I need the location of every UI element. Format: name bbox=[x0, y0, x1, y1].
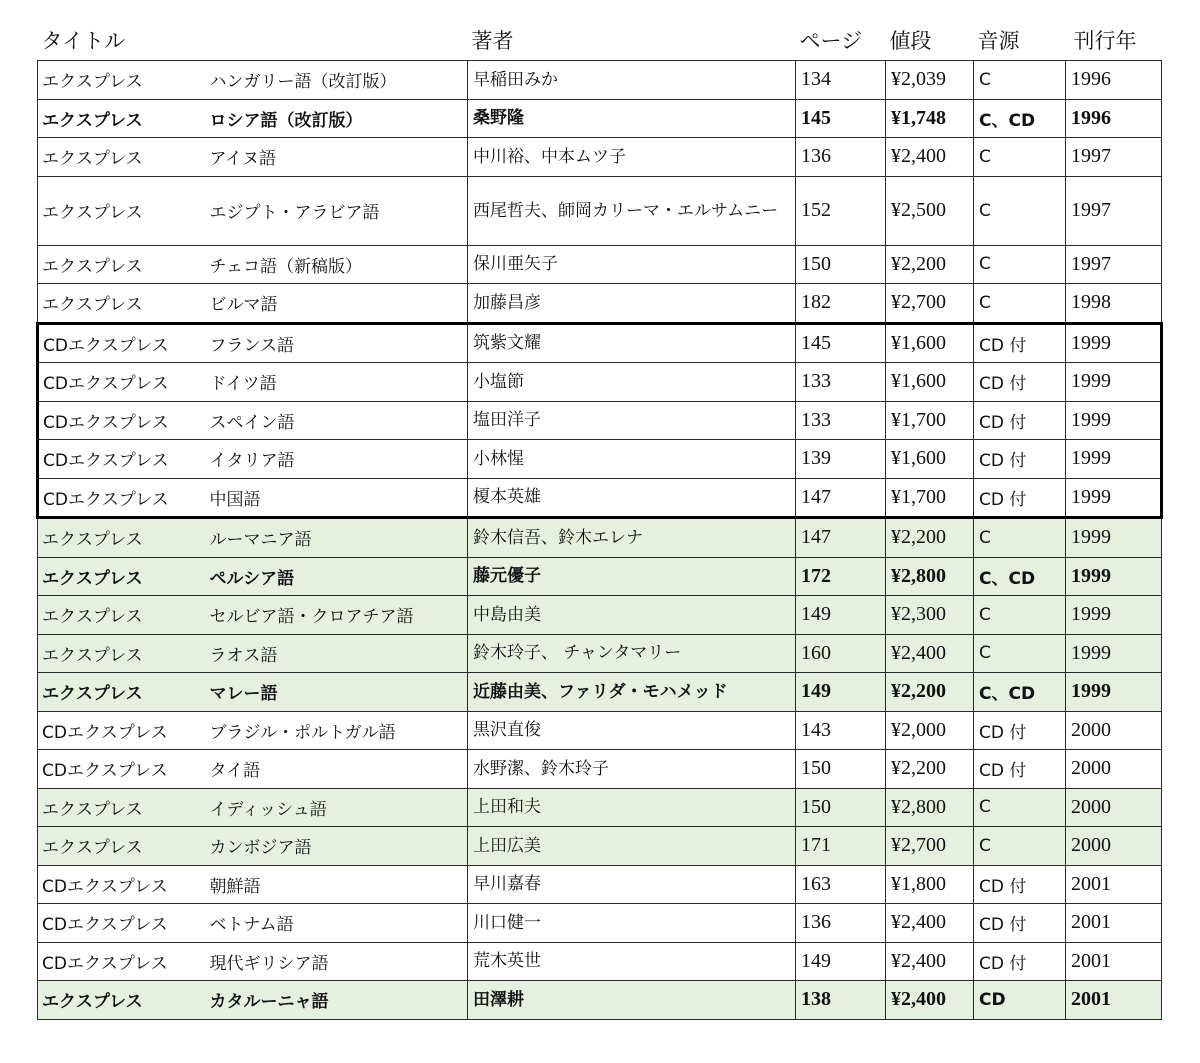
cell-pages: 145 bbox=[796, 323, 886, 363]
cell-language: チェコ語（新稿版） bbox=[206, 245, 468, 284]
cell-year: 1997 bbox=[1066, 138, 1162, 177]
cell-audio: C bbox=[974, 284, 1066, 324]
header-year: 刊行年 bbox=[1073, 29, 1137, 53]
cell-pages: 182 bbox=[796, 284, 886, 324]
cell-pages: 147 bbox=[796, 478, 886, 518]
cell-price: ¥1,700 bbox=[886, 478, 974, 518]
cell-language: ビルマ語 bbox=[206, 284, 468, 324]
table-row bbox=[38, 673, 1162, 712]
header-pages: ページ bbox=[799, 29, 863, 53]
table-row bbox=[38, 711, 1162, 750]
cell-author: 上田和夫 bbox=[468, 788, 796, 827]
cell-pages: 149 bbox=[796, 596, 886, 635]
cell-series: CDエクスプレス bbox=[38, 401, 206, 440]
cell-pages: 149 bbox=[796, 673, 886, 712]
table-row bbox=[38, 478, 1162, 518]
table-row bbox=[38, 176, 1162, 245]
cell-price: ¥2,039 bbox=[886, 61, 974, 100]
cell-audio: CD 付 bbox=[974, 711, 1066, 750]
cell-series: CDエクスプレス bbox=[38, 711, 206, 750]
cell-language: ブラジル・ポルトガル語 bbox=[206, 711, 468, 750]
cell-year: 1999 bbox=[1066, 634, 1162, 673]
cell-pages: 138 bbox=[796, 981, 886, 1020]
book-list bbox=[36, 20, 1160, 1020]
cell-year: 1999 bbox=[1066, 673, 1162, 712]
cell-price: ¥2,400 bbox=[886, 942, 974, 981]
cell-pages: 136 bbox=[796, 138, 886, 177]
cell-audio: C、CD bbox=[974, 99, 1066, 138]
cell-author: 水野潔、鈴木玲子 bbox=[468, 750, 796, 789]
table-row bbox=[38, 245, 1162, 284]
cell-audio: C bbox=[974, 518, 1066, 558]
cell-pages: 133 bbox=[796, 363, 886, 402]
cell-price: ¥2,700 bbox=[886, 284, 974, 324]
cell-year: 2001 bbox=[1066, 865, 1162, 904]
cell-language: ベトナム語 bbox=[206, 904, 468, 943]
table-row bbox=[38, 61, 1162, 100]
cell-language: イディッシュ語 bbox=[206, 788, 468, 827]
cell-pages: 136 bbox=[796, 904, 886, 943]
table-row bbox=[38, 518, 1162, 558]
cell-audio: C bbox=[974, 788, 1066, 827]
cell-author: 藤元優子 bbox=[468, 557, 796, 596]
cell-price: ¥2,800 bbox=[886, 788, 974, 827]
cell-author: 近藤由美、ファリダ・モハメッド bbox=[468, 673, 796, 712]
cell-audio: C bbox=[974, 245, 1066, 284]
cell-author: 上田広美 bbox=[468, 827, 796, 866]
cell-series: エクスプレス bbox=[38, 673, 206, 712]
cell-pages: 149 bbox=[796, 942, 886, 981]
cell-author: 加藤昌彦 bbox=[468, 284, 796, 324]
cell-price: ¥2,300 bbox=[886, 596, 974, 635]
cell-year: 1999 bbox=[1066, 401, 1162, 440]
cell-author: 川口健一 bbox=[468, 904, 796, 943]
cell-pages: 145 bbox=[796, 99, 886, 138]
cell-author: 鈴木玲子、 チャンタマリー bbox=[468, 634, 796, 673]
cell-audio: CD 付 bbox=[974, 904, 1066, 943]
cell-price: ¥2,800 bbox=[886, 557, 974, 596]
cell-year: 2001 bbox=[1066, 981, 1162, 1020]
cell-audio: CD 付 bbox=[974, 440, 1066, 479]
cell-series: エクスプレス bbox=[38, 99, 206, 138]
table-row bbox=[38, 827, 1162, 866]
book-table bbox=[36, 20, 1163, 1020]
cell-pages: 150 bbox=[796, 788, 886, 827]
cell-price: ¥1,600 bbox=[886, 323, 974, 363]
header-author: 著者 bbox=[471, 29, 514, 53]
cell-pages: 150 bbox=[796, 245, 886, 284]
cell-pages: 143 bbox=[796, 711, 886, 750]
cell-series: エクスプレス bbox=[38, 557, 206, 596]
table-body bbox=[38, 61, 1162, 1020]
cell-language: スペイン語 bbox=[206, 401, 468, 440]
table-row bbox=[38, 981, 1162, 1020]
cell-series: CDエクスプレス bbox=[38, 478, 206, 518]
cell-author: 鈴木信吾、鈴木エレナ bbox=[468, 518, 796, 558]
cell-author: 田澤耕 bbox=[468, 981, 796, 1020]
cell-year: 1999 bbox=[1066, 440, 1162, 479]
header-price: 値段 bbox=[889, 29, 932, 53]
cell-series: CDエクスプレス bbox=[38, 440, 206, 479]
cell-language: ルーマニア語 bbox=[206, 518, 468, 558]
cell-year: 1998 bbox=[1066, 284, 1162, 324]
cell-language: カンボジア語 bbox=[206, 827, 468, 866]
cell-pages: 152 bbox=[796, 176, 886, 245]
cell-series: エクスプレス bbox=[38, 284, 206, 324]
cell-language: タイ語 bbox=[206, 750, 468, 789]
cell-author: 黒沢直俊 bbox=[468, 711, 796, 750]
cell-audio: C bbox=[974, 176, 1066, 245]
cell-year: 1999 bbox=[1066, 596, 1162, 635]
cell-pages: 147 bbox=[796, 518, 886, 558]
cell-year: 2001 bbox=[1066, 904, 1162, 943]
cell-author: 中川裕、中本ムツ子 bbox=[468, 138, 796, 177]
cell-language: 現代ギリシア語 bbox=[206, 942, 468, 981]
cell-language: ペルシア語 bbox=[206, 557, 468, 596]
cell-year: 1999 bbox=[1066, 518, 1162, 558]
cell-audio: CD 付 bbox=[974, 323, 1066, 363]
cell-year: 1996 bbox=[1066, 61, 1162, 100]
cell-author: 塩田洋子 bbox=[468, 401, 796, 440]
cell-author: 小塩節 bbox=[468, 363, 796, 402]
cell-price: ¥1,600 bbox=[886, 363, 974, 402]
cell-price: ¥2,000 bbox=[886, 711, 974, 750]
cell-audio: C bbox=[974, 61, 1066, 100]
cell-pages: 133 bbox=[796, 401, 886, 440]
table-row bbox=[38, 750, 1162, 789]
cell-year: 1996 bbox=[1066, 99, 1162, 138]
cell-series: エクスプレス bbox=[38, 788, 206, 827]
cell-price: ¥2,200 bbox=[886, 518, 974, 558]
cell-language: ラオス語 bbox=[206, 634, 468, 673]
cell-price: ¥1,600 bbox=[886, 440, 974, 479]
cell-audio: C、CD bbox=[974, 673, 1066, 712]
table-row bbox=[38, 138, 1162, 177]
table-row bbox=[38, 284, 1162, 324]
cell-language: ドイツ語 bbox=[206, 363, 468, 402]
cell-price: ¥2,200 bbox=[886, 245, 974, 284]
cell-price: ¥1,700 bbox=[886, 401, 974, 440]
cell-year: 1999 bbox=[1066, 323, 1162, 363]
table-row bbox=[38, 363, 1162, 402]
cell-price: ¥2,700 bbox=[886, 827, 974, 866]
cell-audio: C bbox=[974, 827, 1066, 866]
cell-year: 2000 bbox=[1066, 750, 1162, 789]
cell-language: フランス語 bbox=[206, 323, 468, 363]
cell-year: 2000 bbox=[1066, 827, 1162, 866]
cell-audio: C bbox=[974, 634, 1066, 673]
cell-language: エジプト・アラビア語 bbox=[206, 176, 468, 245]
cell-series: CDエクスプレス bbox=[38, 363, 206, 402]
cell-series: エクスプレス bbox=[38, 634, 206, 673]
cell-price: ¥1,748 bbox=[886, 99, 974, 138]
cell-series: エクスプレス bbox=[38, 518, 206, 558]
table-row bbox=[38, 323, 1162, 363]
table-row bbox=[38, 99, 1162, 138]
cell-series: CDエクスプレス bbox=[38, 323, 206, 363]
cell-audio: C bbox=[974, 138, 1066, 177]
header-audio: 音源 bbox=[977, 29, 1020, 53]
cell-pages: 172 bbox=[796, 557, 886, 596]
cell-audio: C、CD bbox=[974, 557, 1066, 596]
cell-series: CDエクスプレス bbox=[38, 942, 206, 981]
cell-pages: 171 bbox=[796, 827, 886, 866]
cell-language: アイヌ語 bbox=[206, 138, 468, 177]
cell-language: 中国語 bbox=[206, 478, 468, 518]
cell-author: 筑紫文耀 bbox=[468, 323, 796, 363]
cell-language: セルビア語・クロアチア語 bbox=[206, 596, 468, 635]
cell-pages: 163 bbox=[796, 865, 886, 904]
cell-year: 2000 bbox=[1066, 788, 1162, 827]
cell-pages: 150 bbox=[796, 750, 886, 789]
cell-language: 朝鮮語 bbox=[206, 865, 468, 904]
table-row bbox=[38, 557, 1162, 596]
cell-author: 榎本英雄 bbox=[468, 478, 796, 518]
cell-year: 2000 bbox=[1066, 711, 1162, 750]
cell-author: 桑野隆 bbox=[468, 99, 796, 138]
cell-language: マレー語 bbox=[206, 673, 468, 712]
cell-price: ¥2,400 bbox=[886, 138, 974, 177]
cell-price: ¥2,500 bbox=[886, 176, 974, 245]
cell-series: エクスプレス bbox=[38, 61, 206, 100]
cell-series: エクスプレス bbox=[38, 138, 206, 177]
cell-language: イタリア語 bbox=[206, 440, 468, 479]
cell-price: ¥1,800 bbox=[886, 865, 974, 904]
cell-series: エクスプレス bbox=[38, 245, 206, 284]
cell-series: エクスプレス bbox=[38, 596, 206, 635]
cell-series: CDエクスプレス bbox=[38, 904, 206, 943]
cell-author: 中島由美 bbox=[468, 596, 796, 635]
cell-year: 1997 bbox=[1066, 176, 1162, 245]
cell-year: 1999 bbox=[1066, 363, 1162, 402]
cell-audio: CD 付 bbox=[974, 942, 1066, 981]
table-row bbox=[38, 942, 1162, 981]
cell-author: 早川嘉春 bbox=[468, 865, 796, 904]
cell-price: ¥2,400 bbox=[886, 634, 974, 673]
table-header bbox=[38, 20, 1162, 61]
cell-author: 西尾哲夫、師岡カリーマ・エルサムニー bbox=[468, 176, 796, 245]
cell-year: 1999 bbox=[1066, 557, 1162, 596]
cell-year: 1999 bbox=[1066, 478, 1162, 518]
table-row bbox=[38, 904, 1162, 943]
cell-price: ¥2,400 bbox=[886, 904, 974, 943]
cell-language: ハンガリー語（改訂版） bbox=[206, 61, 468, 100]
cell-author: 早稲田みか bbox=[468, 61, 796, 100]
cell-audio: CD 付 bbox=[974, 865, 1066, 904]
cell-audio: CD 付 bbox=[974, 750, 1066, 789]
table-row bbox=[38, 865, 1162, 904]
cell-series: エクスプレス bbox=[38, 827, 206, 866]
cell-series: CDエクスプレス bbox=[38, 750, 206, 789]
cell-series: CDエクスプレス bbox=[38, 865, 206, 904]
cell-pages: 134 bbox=[796, 61, 886, 100]
cell-price: ¥2,200 bbox=[886, 750, 974, 789]
cell-price: ¥2,400 bbox=[886, 981, 974, 1020]
header-title: タイトル bbox=[41, 29, 126, 53]
cell-language: カタルーニャ語 bbox=[206, 981, 468, 1020]
cell-author: 小林惺 bbox=[468, 440, 796, 479]
table-row bbox=[38, 440, 1162, 479]
cell-price: ¥2,200 bbox=[886, 673, 974, 712]
cell-pages: 160 bbox=[796, 634, 886, 673]
cell-author: 保川亜矢子 bbox=[468, 245, 796, 284]
table-row bbox=[38, 596, 1162, 635]
cell-language: ロシア語（改訂版） bbox=[206, 99, 468, 138]
cell-audio: CD 付 bbox=[974, 363, 1066, 402]
cell-year: 1997 bbox=[1066, 245, 1162, 284]
cell-pages: 139 bbox=[796, 440, 886, 479]
table-row bbox=[38, 401, 1162, 440]
cell-audio: CD bbox=[974, 981, 1066, 1020]
cell-audio: CD 付 bbox=[974, 401, 1066, 440]
cell-year: 2001 bbox=[1066, 942, 1162, 981]
table-row bbox=[38, 788, 1162, 827]
cell-series: エクスプレス bbox=[38, 176, 206, 245]
cell-audio: C bbox=[974, 596, 1066, 635]
cell-series: エクスプレス bbox=[38, 981, 206, 1020]
table-row bbox=[38, 634, 1162, 673]
cell-audio: CD 付 bbox=[974, 478, 1066, 518]
cell-author: 荒木英世 bbox=[468, 942, 796, 981]
